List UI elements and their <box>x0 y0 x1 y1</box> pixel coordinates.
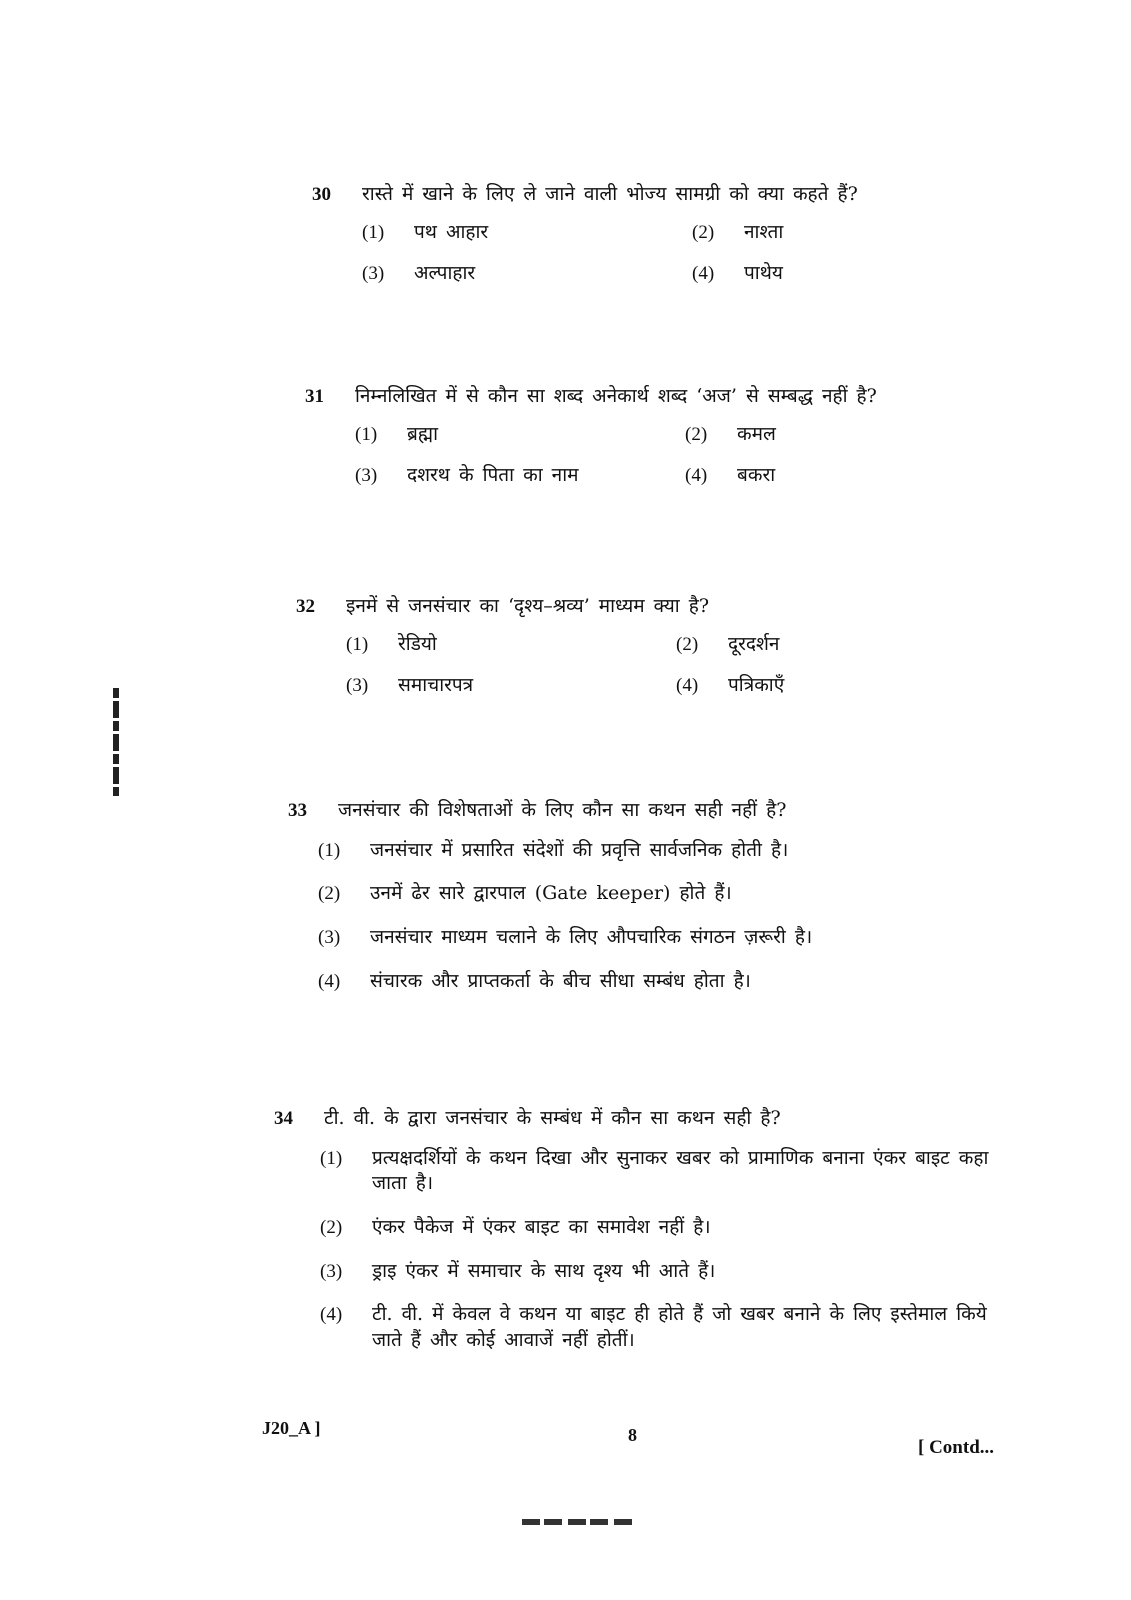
options-grid <box>305 422 1065 489</box>
question-number: 30 <box>312 184 331 205</box>
option-number: (3) <box>362 263 385 285</box>
option-2[interactable] <box>692 220 1022 246</box>
question-text: रास्ते में खाने के लिए ले जाने वाली भोज्य सामग्री को क्या कहते हैं? <box>362 183 858 205</box>
option-text: अल्पाहार <box>414 262 476 285</box>
option-number: (2) <box>320 1216 343 1238</box>
question-30 <box>312 182 1072 287</box>
question-32 <box>296 594 1056 699</box>
question-34 <box>274 1106 1024 1371</box>
option-number: (2) <box>685 423 708 445</box>
option-number: (1) <box>320 1147 343 1169</box>
option-number: (2) <box>692 221 715 243</box>
option-text: जनसंचार में प्रसारित संदेशों की प्रवृत्ति सार्वजनिक होती है। <box>370 838 789 861</box>
option-number: (4) <box>320 1304 343 1326</box>
option-2[interactable] <box>685 422 1015 448</box>
continued-label: [ Contd... <box>918 1437 995 1458</box>
option-3[interactable] <box>362 261 692 287</box>
question-number: 34 <box>274 1108 293 1129</box>
option-text: संचारक और प्राप्तकर्ता के बीच सीधा सम्बंध होता है। <box>370 969 751 992</box>
option-number: (4) <box>692 263 715 285</box>
options-grid <box>296 632 1056 699</box>
option-text: पथ आहार <box>414 220 489 243</box>
question-header <box>312 182 1072 208</box>
option-3[interactable] <box>355 463 685 489</box>
option-text: प्रत्यक्षदर्शियों के कथन दिखा और सुनाकर खबर को प्रामाणिक बनाना एंकर बाइट कहा जाता है। <box>372 1146 989 1195</box>
option-text: नाश्ता <box>744 220 784 243</box>
question-text: निम्नलिखित में से कौन सा शब्द अनेकार्थ शब्द ‘अज’ से सम्बद्ध नहीं है? <box>355 385 877 407</box>
option-text: टी. वी. में केवल वे कथन या बाइट ही होते हैं जो खबर बनाने के लिए इस्तेमाल किये जाते हैं और कोई आवाजें नहीं होतीं। <box>372 1303 987 1351</box>
question-31 <box>305 384 1065 489</box>
option-text: समाचारपत्र <box>398 674 474 697</box>
option-4[interactable] <box>692 261 1022 287</box>
option-text: ड्राइ एंकर में समाचार के साथ दृश्य भी आते हैं। <box>372 1259 716 1282</box>
question-text: जनसंचार की विशेषताओं के लिए कौन सा कथन सही नहीं है? <box>338 799 787 821</box>
question-number: 32 <box>296 596 315 617</box>
option-1[interactable] <box>346 632 676 658</box>
question-header <box>274 1106 1024 1132</box>
option-text: ब्रह्मा <box>407 422 438 445</box>
page-number: 8 <box>628 1425 637 1445</box>
option-number: (2) <box>676 633 699 655</box>
question-header <box>288 798 938 824</box>
paper-code: J20_A ] <box>262 1418 321 1438</box>
option-number: (4) <box>685 465 708 487</box>
option-1[interactable] <box>320 1146 1024 1197</box>
option-number: (1) <box>362 221 385 243</box>
question-33 <box>288 798 938 1012</box>
option-number: (3) <box>318 926 341 948</box>
option-text: कमल <box>737 422 776 445</box>
option-text: पाथेय <box>744 262 783 285</box>
question-number: 31 <box>305 386 324 407</box>
margin-scan-mark <box>113 688 119 796</box>
option-4[interactable] <box>676 673 1006 699</box>
option-3[interactable] <box>318 925 938 951</box>
option-1[interactable] <box>362 220 692 246</box>
question-number: 33 <box>288 800 307 821</box>
option-number: (3) <box>355 465 378 487</box>
option-4[interactable] <box>318 969 938 995</box>
option-1[interactable] <box>318 838 938 864</box>
option-number: (4) <box>318 970 341 992</box>
option-text: बकरा <box>737 464 776 487</box>
option-number: (4) <box>676 675 699 697</box>
question-text: इनमें से जनसंचार का ‘दृश्य–श्रव्य’ माध्यम क्या है? <box>346 595 710 617</box>
option-2[interactable] <box>318 881 938 907</box>
bottom-scan-mark <box>522 1519 634 1525</box>
option-4[interactable] <box>685 463 1015 489</box>
option-number: (3) <box>320 1260 343 1282</box>
option-3[interactable] <box>320 1259 1024 1285</box>
option-number: (1) <box>355 423 378 445</box>
option-number: (1) <box>346 633 369 655</box>
option-3[interactable] <box>346 673 676 699</box>
option-number: (2) <box>318 883 341 905</box>
option-text: दशरथ के पिता का नाम <box>407 464 579 487</box>
option-4[interactable] <box>320 1302 1024 1353</box>
question-header <box>305 384 1065 410</box>
question-text: टी. वी. के द्वारा जनसंचार के सम्बंध में कौन सा कथन सही है? <box>324 1107 781 1129</box>
option-text: जनसंचार माध्यम चलाने के लिए औपचारिक संगठन ज़रूरी है। <box>370 925 813 948</box>
option-number: (1) <box>318 839 341 861</box>
option-text: दूरदर्शन <box>728 632 780 655</box>
option-text: एंकर पैकेज में एंकर बाइट का समावेश नहीं है। <box>372 1215 711 1238</box>
option-1[interactable] <box>355 422 685 448</box>
option-2[interactable] <box>320 1215 1024 1241</box>
options-list <box>288 838 938 995</box>
option-2[interactable] <box>676 632 1006 658</box>
option-text: रेडियो <box>398 632 437 655</box>
question-header <box>296 594 1056 620</box>
option-text: पत्रिकाएँ <box>728 674 785 697</box>
option-text: उनमें ढेर सारे द्वारपाल (Gate keeper) होते हैं। <box>370 882 732 905</box>
options-grid <box>312 220 1072 287</box>
options-list <box>274 1146 1024 1354</box>
option-number: (3) <box>346 675 369 697</box>
